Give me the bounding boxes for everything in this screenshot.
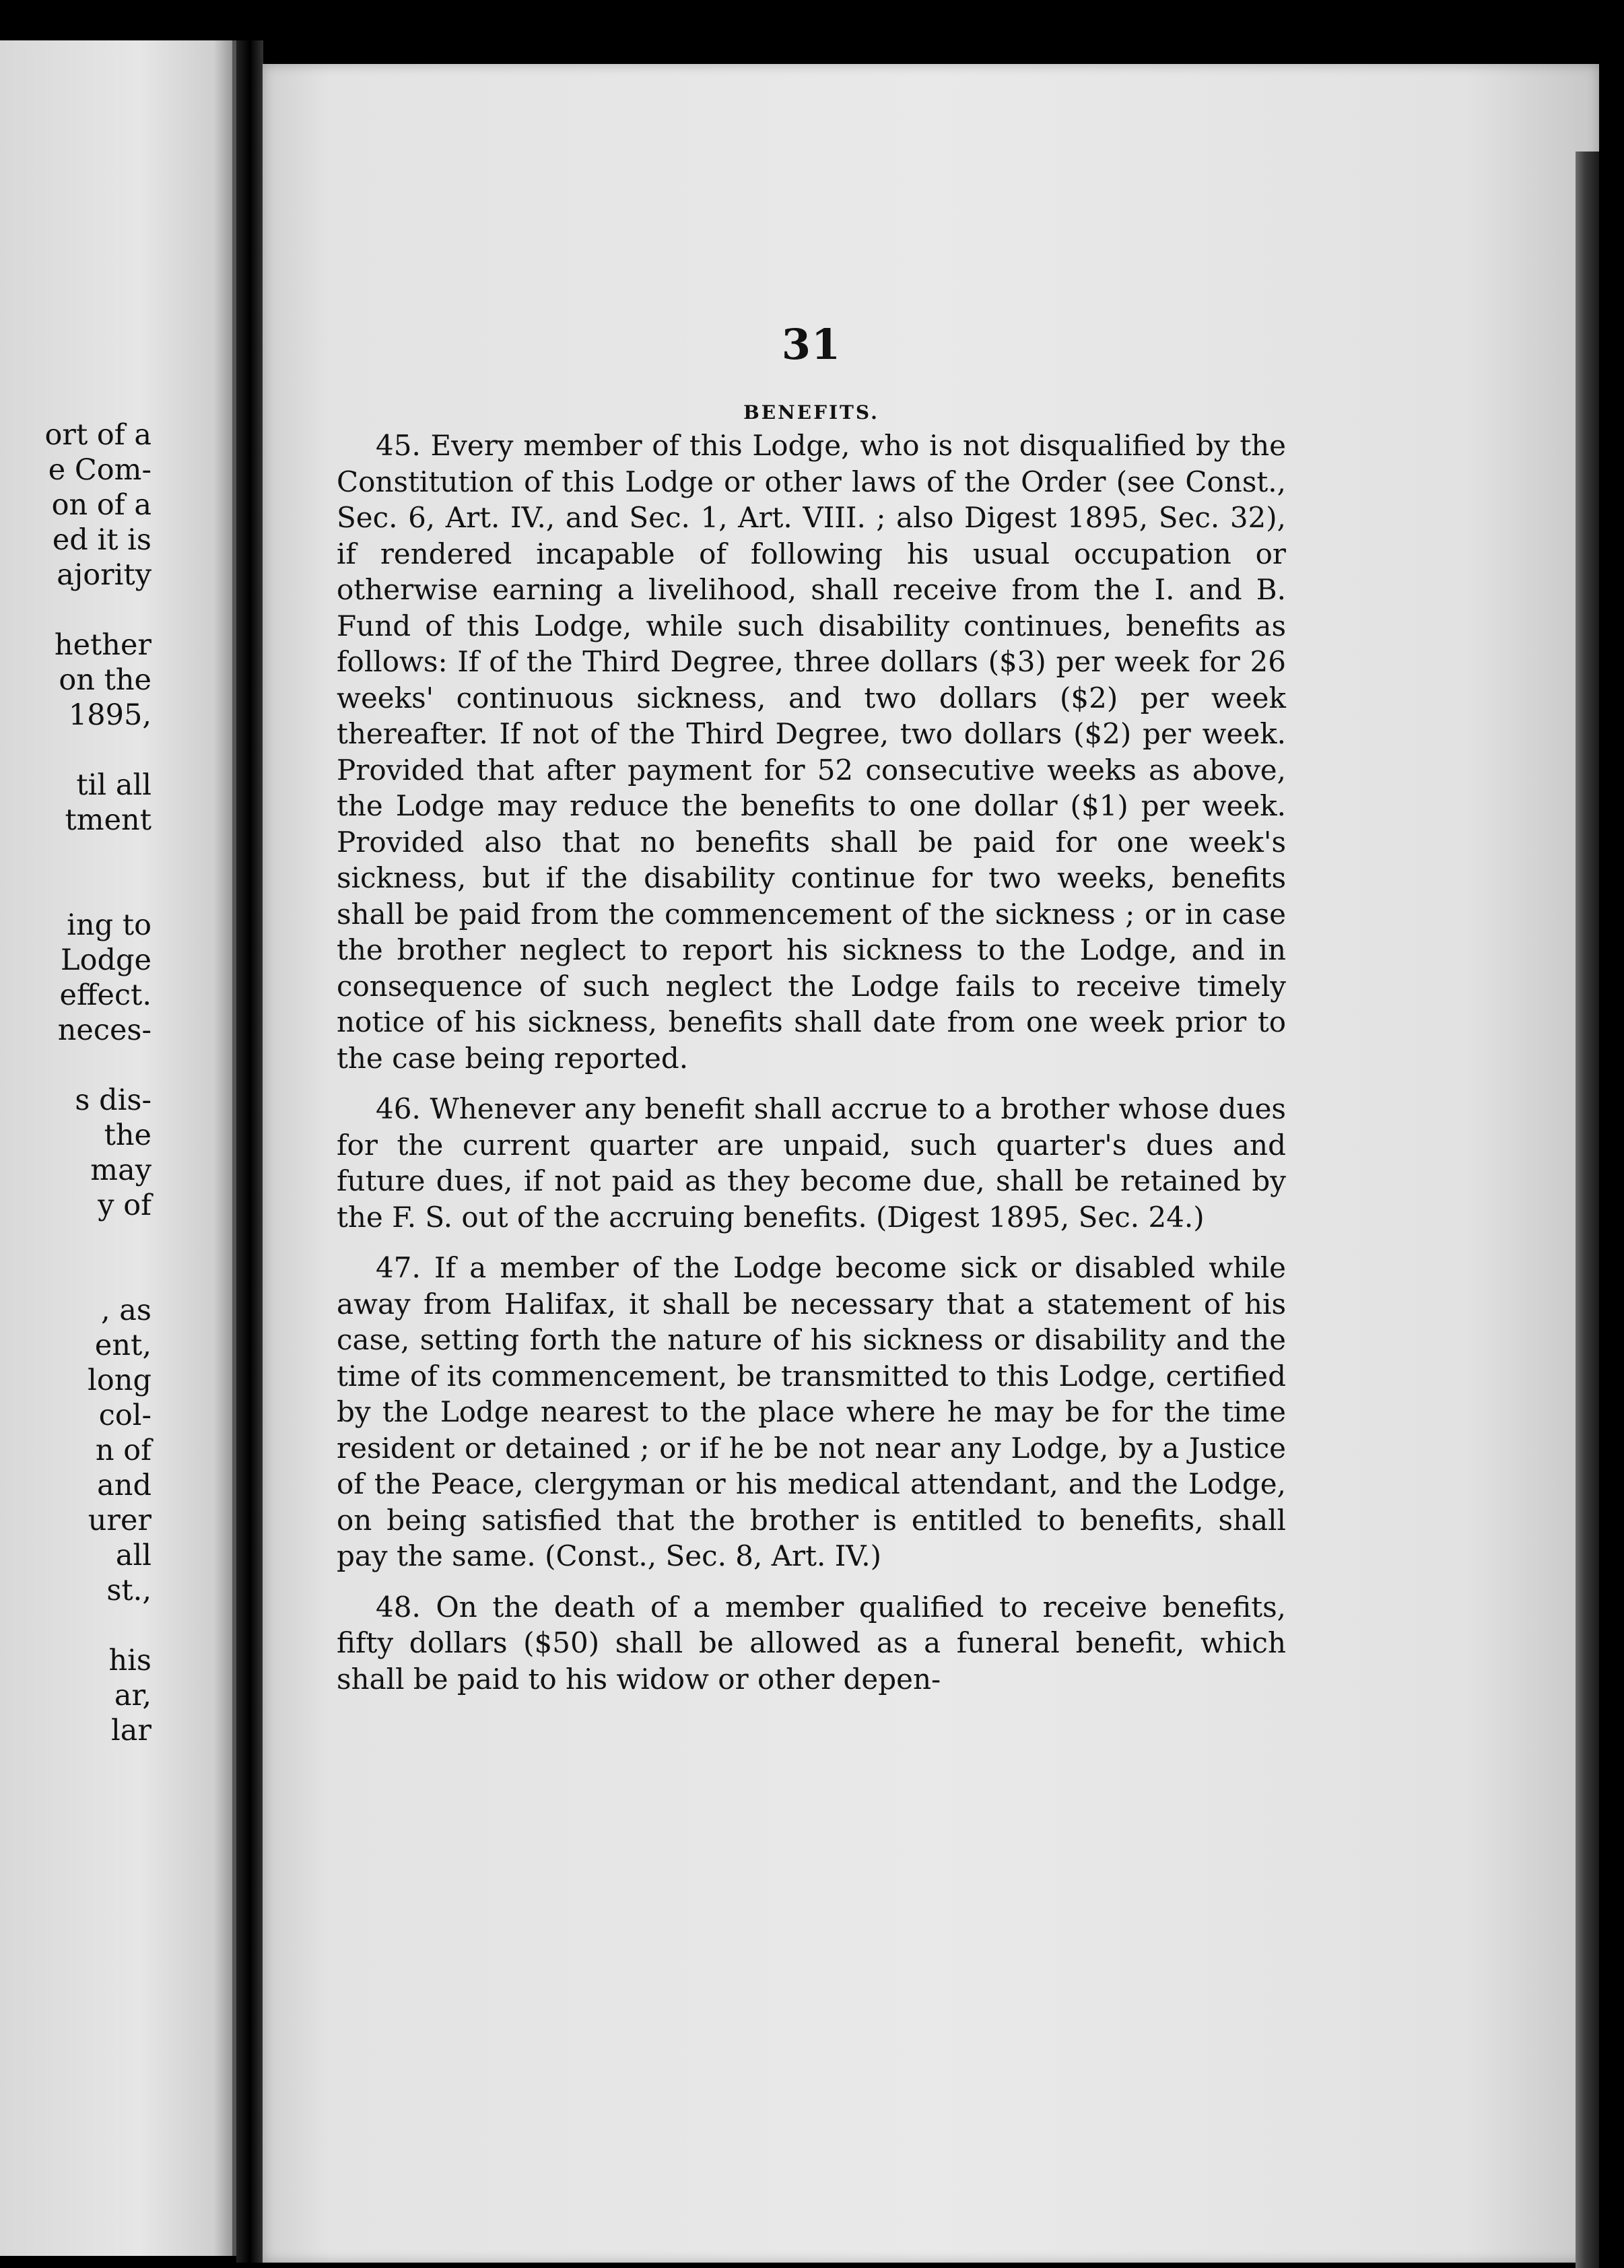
previous-page-line: , as: [100, 1294, 151, 1327]
previous-page-line: neces-: [57, 1013, 151, 1047]
previous-page-line: til all: [76, 768, 151, 802]
previous-page-line: Lodge: [61, 943, 151, 977]
previous-page-line: on of a: [51, 488, 151, 522]
previous-page-line: ort of a: [44, 418, 151, 452]
previous-page-gap: [3, 838, 151, 873]
previous-page-line: col-: [98, 1399, 151, 1432]
previous-page-fragment: [0, 40, 236, 2256]
previous-page-line: effect.: [59, 978, 151, 1012]
previous-page-line: n of: [95, 1434, 151, 1467]
previous-page-gap: [3, 873, 151, 908]
previous-page-line: ajority: [57, 558, 151, 592]
page-number: 31: [781, 320, 842, 369]
previous-page-line: ar,: [114, 1679, 151, 1712]
paragraph-47: 47. If a member of the Lodge become sick or disabled while away from Halifax, it shall be necessary that a statement of his case, setting forth the nature of his sickness or disability and the time of its commencement, be transmitted to this Lodge, certified by the Lodge nearest to the place where he may be for the time resident or detained ; or if he be not near any Lodge, by a Justice of the Peace, clergyman or his medical attendant, and the Lodge, on being satisfied that the brother is entitled to benefits, shall pay the same. (Const., Sec. 8, Art. IV.): [337, 1251, 1286, 1572]
previous-page-line: 1895,: [68, 698, 151, 732]
previous-page-line: long: [88, 1364, 151, 1397]
previous-page-line: on the: [59, 663, 151, 697]
section-heading: BENEFITS.: [743, 401, 879, 424]
previous-page-line: ed it is: [52, 523, 151, 557]
previous-page-line: ing to: [67, 908, 151, 942]
paragraph-45: 45. Every member of this Lodge, who is not disqualified by the Constitution of this Lodge or other laws of the Order (see Const., Sec. 6, Art. IV., and Sec. 1, Art. VIII. ; also Digest 1895, Sec. 32), if rendered incapable of following his usual occupation or otherwise earning a livelihood, shall receive from the I. and B. Fund of this Lodge, while such disability continues, benefits as follows: If of the Third Degree, three dollars ($3) per week for 26 weeks' continuous sickness, and two dollars ($2) per week thereafter. If not of the Third Degree, two dollars ($2) per week. Provided that after payment for 52 consecutive weeks as above, the Lodge may reduce the benefits to one dollar ($1) per week. Provided also that no benefits shall be paid for one week's sickness, but if the disability continue for two weeks, benefits shall be paid from the commencement of the sickness ; or in case the brother neglect to report his sickness to the Lodge, and in consequence of such neglect the Lodge fails to receive timely notice of his sickness, benefits shall date from one week prior to the case being reported.: [337, 429, 1286, 1075]
page-edge-shadow: [1576, 152, 1599, 2268]
previous-page-gap: [3, 593, 151, 628]
previous-page-gap: [3, 1048, 151, 1083]
book-gutter: [236, 40, 263, 2263]
previous-page-text: [3, 418, 151, 1748]
previous-page-line: urer: [88, 1504, 151, 1537]
previous-page-gap: [3, 1258, 151, 1293]
page: [263, 64, 1599, 2263]
previous-page-gap: [3, 1223, 151, 1258]
previous-page-gap: [3, 733, 151, 768]
previous-page-line: y of: [98, 1189, 151, 1222]
previous-page-line: st.,: [106, 1574, 151, 1607]
previous-page-line: hether: [54, 628, 151, 662]
previous-page-line: may: [90, 1154, 151, 1187]
paragraph-46: 46. Whenever any benefit shall accrue to a brother whose dues for the current quarter are unpaid, such quarter's dues and future dues, if not paid as they become due, shall be retained by the F. S. out of the accruing benefits. (Digest 1895, Sec. 24.): [337, 1092, 1286, 1234]
previous-page-line: tment: [65, 803, 151, 837]
previous-page-gap: [3, 1608, 151, 1643]
previous-page-line: his: [108, 1644, 151, 1677]
previous-page-line: s dis-: [75, 1083, 151, 1117]
page-text-block: [337, 320, 1286, 1712]
previous-page-line: ent,: [94, 1329, 151, 1362]
previous-page-line: all: [115, 1539, 151, 1572]
previous-page-line: lar: [111, 1714, 151, 1747]
previous-page-line: and: [97, 1469, 151, 1502]
previous-page-line: the: [104, 1119, 151, 1152]
paragraph-48: 48. On the death of a member qualified to receive benefits, fifty dollars ($50) shall be allowed as a funeral benefit, which shall be paid to his widow or other depen-: [337, 1590, 1286, 1696]
previous-page-line: e Com-: [48, 453, 151, 487]
